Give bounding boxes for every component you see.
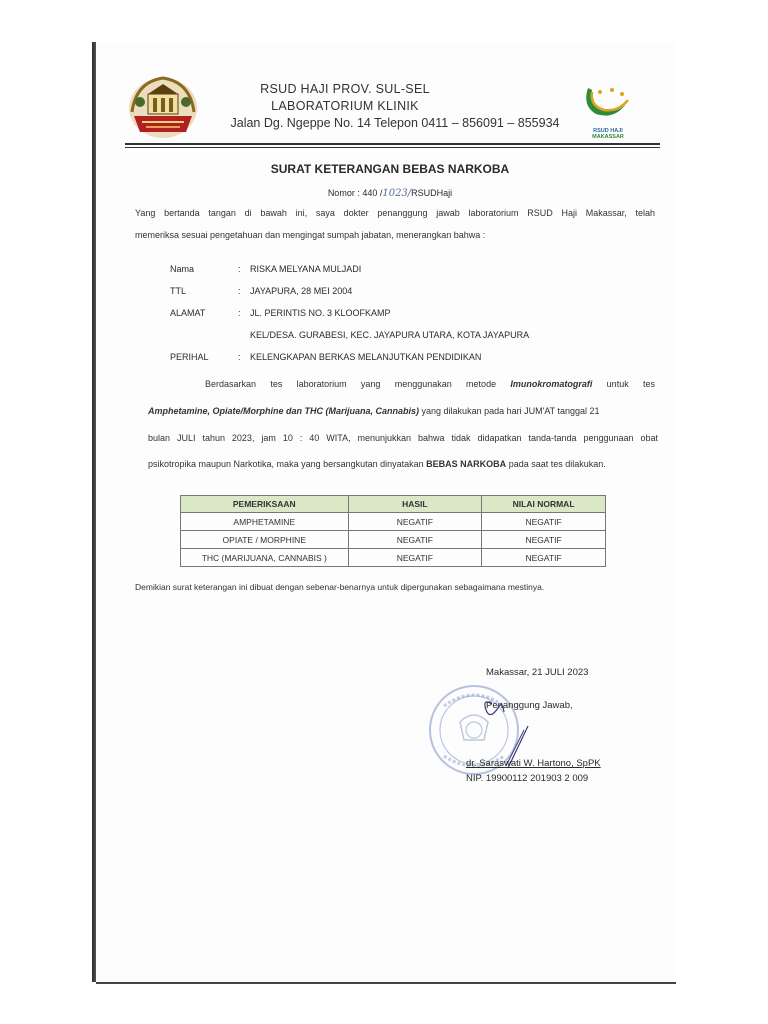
cell-normal: NEGATIF xyxy=(482,531,606,549)
body-l4-a: psikotropika maupun Narkotika, maka yang bersangkutan dinyatakan xyxy=(148,459,427,469)
table-row xyxy=(181,531,606,549)
alamat-colon: : xyxy=(238,308,241,318)
body-l1-method: Imunokromatografi xyxy=(510,379,593,389)
cell-normal: NEGATIF xyxy=(482,549,606,567)
cell-normal: NEGATIF xyxy=(482,513,606,531)
body-l2-tests: Amphetamine, Opiate/Morphine dan THC (Marijuana, Cannabis) xyxy=(148,406,420,416)
body-l2-b: yang dilakukan pada hari JUM'AT tanggal 21 xyxy=(419,406,600,416)
body-l4-c: pada saat tes dilakukan. xyxy=(506,459,606,469)
ttl-label: TTL xyxy=(170,286,187,296)
header-pemeriksaan: PEMERIKSAAN xyxy=(181,496,349,513)
table-row xyxy=(181,513,606,531)
nomor-handwritten: 1023/ xyxy=(382,188,412,199)
header-rule-thick xyxy=(125,143,660,145)
table-row xyxy=(181,549,606,567)
alamat-value-1: JL. PERINTIS NO. 3 KLOOFKAMP xyxy=(250,308,391,318)
ttl-colon: : xyxy=(238,286,241,296)
ttl-value: JAYAPURA, 28 MEI 2004 xyxy=(250,286,353,296)
body-l1-c: untuk tes xyxy=(592,379,655,389)
body-line-4 xyxy=(148,459,658,469)
signature-date: Makassar, 21 JULI 2023 xyxy=(486,667,589,678)
perihal-value: KELENGKAPAN BERKAS MELANJUTKAN PENDIDIKAN xyxy=(250,352,482,362)
signatory-nip: NIP. 19900112 201903 2 009 xyxy=(466,773,589,784)
nama-value: RISKA MELYANA MULJADI xyxy=(250,264,362,274)
alamat-label: ALAMAT xyxy=(170,308,206,318)
header-nilai-normal: NILAI NORMAL xyxy=(482,496,606,513)
header-hasil: HASIL xyxy=(348,496,482,513)
body-line-3: bulan JULI tahun 2023, jam 10 : 40 WITA, menunjukkan bahwa tidak didapatkan tanda-tanda penggunaan obat xyxy=(148,433,658,443)
document-title: SURAT KETERANGAN BEBAS NARKOBA xyxy=(270,162,510,176)
nomor-prefix: Nomor : 440 / xyxy=(327,188,383,198)
perihal-colon: : xyxy=(238,352,241,362)
body-l1-a: Berdasarkan tes laboratorium yang menggunakan metode xyxy=(205,379,511,389)
rsud-logo-caption xyxy=(580,128,636,140)
lab-name: LABORATORIUM KLINIK xyxy=(271,99,419,113)
table-header-row xyxy=(181,496,606,513)
nomor-suffix: RSUDHaji xyxy=(411,188,453,198)
document-number xyxy=(220,188,560,199)
cell-result: NEGATIF xyxy=(348,549,482,567)
cell-test: THC (MARIJUANA, CANNABIS ) xyxy=(181,549,349,567)
body-line-2 xyxy=(148,406,658,416)
nama-label: Nama xyxy=(170,264,195,274)
signatory-name: dr. Saraswati W. Hartono, SpPK xyxy=(466,758,601,769)
body-l4-status: BEBAS NARKOBA xyxy=(426,459,507,469)
intro-line-2: memeriksa sesuai pengetahuan dan mengingat sumpah jabatan, menerangkan bahwa : xyxy=(135,230,486,240)
signature-role: Penanggung Jawab, xyxy=(486,700,573,711)
hospital-name: RSUD HAJI PROV. SUL-SEL xyxy=(260,82,430,96)
intro-line-1: Yang bertanda tangan di bawah ini, saya dokter penanggung jawab laboratorium RSUD Haji Makassar, telah xyxy=(135,208,655,218)
cell-test: AMPHETAMINE xyxy=(181,513,349,531)
header-rule-thin xyxy=(125,147,660,148)
perihal-label: PERIHAL xyxy=(170,352,209,362)
cell-test: OPIATE / MORPHINE xyxy=(181,531,349,549)
cell-result: NEGATIF xyxy=(348,513,482,531)
nama-colon: : xyxy=(238,264,241,274)
results-table xyxy=(180,495,606,567)
body-line-1 xyxy=(205,379,655,389)
rsud-haji-logo-icon xyxy=(578,80,638,130)
hospital-address: Jalan Dg. Ngeppe No. 14 Telepon 0411 – 856091 – 855934 xyxy=(230,116,560,130)
alamat-value-2: KEL/DESA. GURABESI, KEC. JAYAPURA UTARA, KOTA JAYAPURA xyxy=(250,330,530,340)
provincial-emblem-icon xyxy=(126,72,200,140)
logo-caption-line1: RSUD HAJI xyxy=(593,128,623,134)
cell-result: NEGATIF xyxy=(348,531,482,549)
logo-caption-line2: MAKASSAR xyxy=(592,134,624,141)
closing-statement: Demikian surat keterangan ini dibuat dengan sebenar-benarnya untuk dipergunakan sebagaimana mestinya. xyxy=(135,582,545,592)
